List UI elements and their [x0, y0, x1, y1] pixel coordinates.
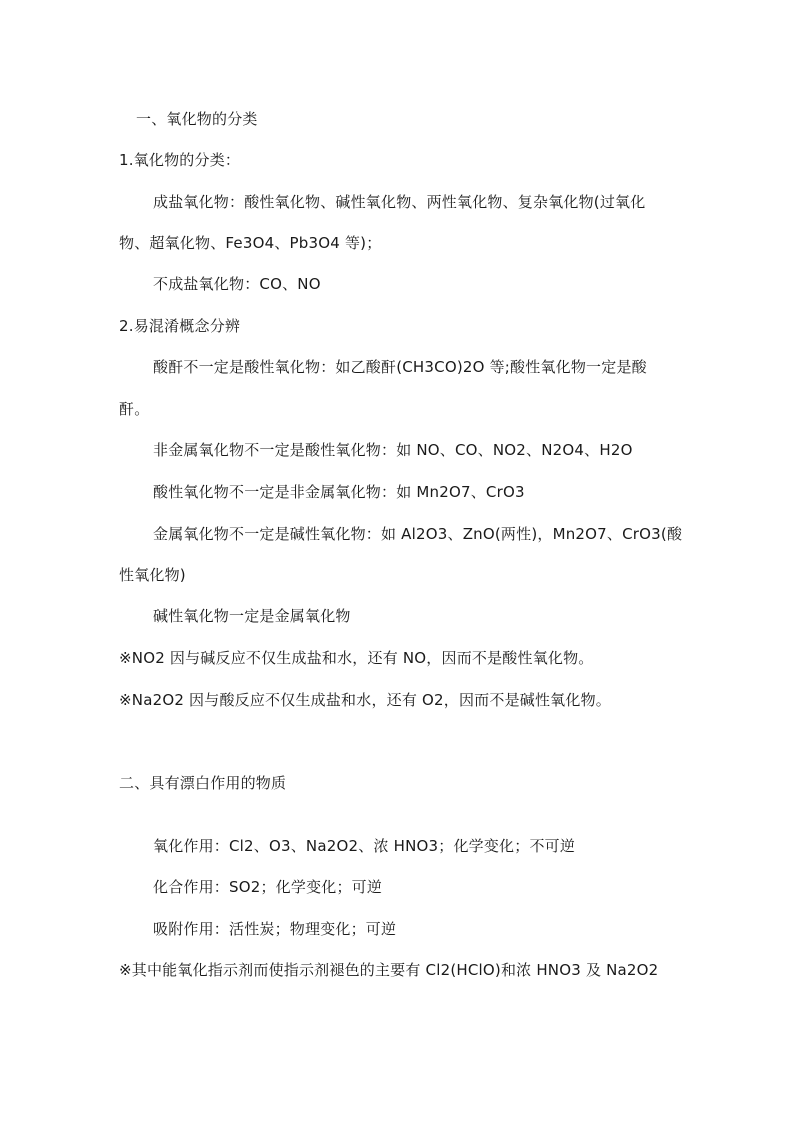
bleaching-oxidation: 氧化作用：Cl2、O3、Na2O2、浓 HNO3；化学变化；不可逆 — [153, 837, 576, 855]
section-heading-bleaching-substances: 二、具有漂白作用的物质 — [119, 774, 287, 792]
subheading-oxide-classes: 1.氧化物的分类： — [119, 151, 241, 169]
basic-oxide-statement: 碱性氧化物一定是金属氧化物 — [153, 607, 351, 625]
acidic-oxide-statement: 酸性氧化物不一定是非金属氧化物：如 Mn2O7、CrO3 — [153, 483, 525, 501]
salt-forming-oxides-line1: 成盐氧化物：酸性氧化物、碱性氧化物、两性氧化物、复杂氧化物(过氧化 — [153, 193, 646, 211]
anhydride-statement-line2: 酐。 — [119, 400, 150, 418]
salt-forming-oxides-line2: 物、超氧化物、Fe3O4、Pb3O4 等)； — [119, 234, 382, 252]
metal-oxide-statement-line2: 性氧化物) — [119, 566, 186, 584]
bleaching-adsorption: 吸附作用：活性炭；物理变化；可逆 — [153, 920, 397, 938]
anhydride-statement-line1: 酸酐不一定是酸性氧化物：如乙酸酐(CH3CO)2O 等;酸性氧化物一定是酸 — [153, 358, 647, 376]
non-salt-forming-oxides: 不成盐氧化物：CO、NO — [153, 275, 321, 293]
metal-oxide-statement-line1: 金属氧化物不一定是碱性氧化物：如 Al2O3、ZnO(两性)，Mn2O7、CrO3(酸 — [153, 525, 683, 543]
subheading-confusing-concepts: 2.易混淆概念分辨 — [119, 317, 241, 335]
bleaching-combination: 化合作用：SO2；化学变化；可逆 — [153, 878, 383, 896]
nonmetal-oxide-statement: 非金属氧化物不一定是酸性氧化物：如 NO、CO、NO2、N2O4、H2O — [153, 441, 633, 459]
section-heading-oxide-classification: 一、氧化物的分类 — [136, 110, 258, 128]
note-no2: ※NO2 因与碱反应不仅生成盐和水，还有 NO，因而不是酸性氧化物。 — [119, 649, 594, 667]
bleaching-note: ※其中能氧化指示剂而使指示剂褪色的主要有 Cl2(HClO)和浓 HNO3 及 Na2O2 — [119, 961, 659, 979]
note-na2o2: ※Na2O2 因与酸反应不仅生成盐和水，还有 O2，因而不是碱性氧化物。 — [119, 691, 611, 709]
